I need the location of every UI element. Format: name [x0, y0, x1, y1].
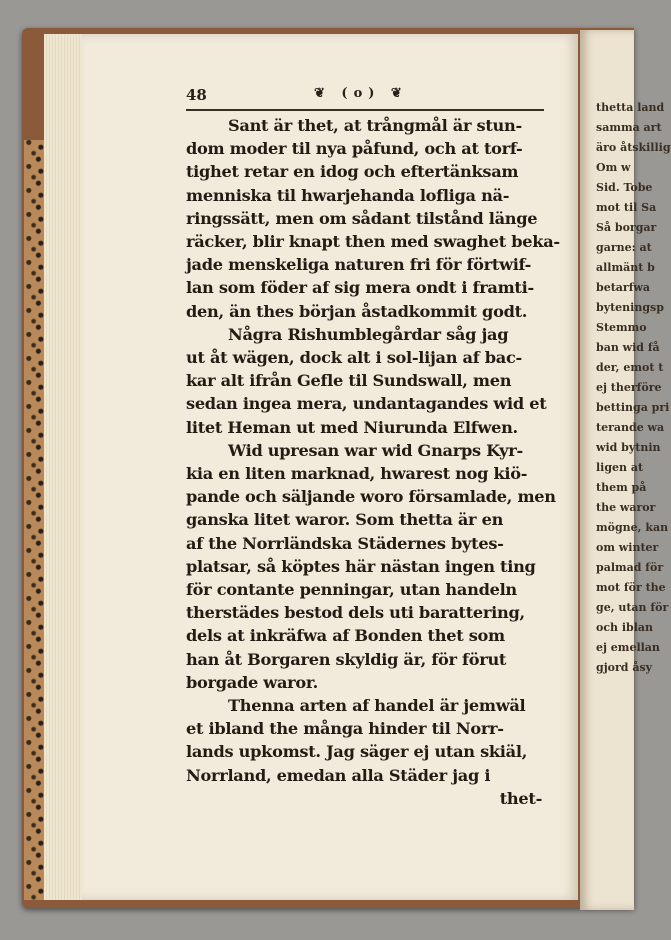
text-line: platsar, så köptes här nästan ingen ting	[186, 556, 536, 576]
text-line: et ibland the många hinder til Norr-	[186, 719, 504, 739]
text-line: Wid upresan war wid Gnarps Kyr-	[228, 440, 523, 460]
header-rule	[186, 109, 544, 111]
page-number: 48	[186, 86, 207, 104]
text-line: kar alt ifrån Gefle til Sundswall, men	[186, 371, 512, 391]
page-edges	[44, 34, 84, 900]
facing-text-line: Sid. Tobe	[596, 181, 653, 194]
facing-text-line: wid bytnin	[596, 441, 661, 454]
facing-text-line: Stemmo	[596, 321, 647, 334]
facing-text-line: der, emot t	[596, 361, 664, 374]
text-line: räcker, blir knapt then med swaghet beka-	[186, 232, 560, 252]
text-line: therstädes bestod dels uti barattering,	[186, 603, 525, 623]
facing-text-line: mot til Sa	[596, 201, 657, 214]
facing-page	[580, 30, 671, 910]
text-line: Norrland, emedan alla Städer jag i	[186, 765, 491, 785]
text-line: Thenna arten af handel är jemwäl	[228, 696, 526, 716]
text-line: ringssätt, men om sådant tilstånd länge	[186, 208, 538, 228]
text-line: litet Heman ut med Niurunda Elfwen.	[186, 417, 518, 437]
facing-page-text	[580, 98, 671, 678]
text-line: Sant är thet, at trångmål är stun-	[228, 116, 522, 135]
facing-text-line: thetta land	[596, 101, 665, 114]
facing-text-line: garne: at	[596, 241, 652, 254]
facing-text-line: the waror	[596, 501, 656, 514]
text-line: menniska til hwarjehanda lofliga nä-	[186, 185, 510, 205]
text-line: pande och säljande woro församlade, men	[186, 487, 556, 507]
facing-text-line: gjord åsy	[596, 661, 653, 674]
facing-text-line: allmänt b	[596, 261, 655, 274]
facing-text-line: bettinga pri	[596, 401, 670, 414]
facing-text-line: ej emellan	[596, 641, 660, 654]
facing-text-line: ligen at	[596, 461, 644, 474]
text-line: ganska litet waror. Som thetta är en	[186, 510, 504, 530]
text-line: ut åt wägen, dock alt i sol-lijan af bac-	[186, 348, 522, 368]
facing-text-line: Så borgar	[596, 221, 657, 234]
text-line: af the Norrländska Städernes bytes-	[186, 533, 504, 553]
facing-text-line: mot för the	[596, 581, 666, 594]
text-line: den, än thes början åstadkommit godt.	[186, 301, 528, 321]
text-line: jade menskeliga naturen fri för förtwif-	[186, 255, 532, 275]
facing-text-line: samma art	[596, 121, 662, 134]
text-line: för contante penningar, utan handeln	[186, 580, 517, 600]
text-line: Några Rishumblegårdar såg jag	[228, 324, 509, 344]
text-line: dels at inkräfwa af Bonden thet som	[186, 626, 505, 646]
facing-text-line: byteningsp	[596, 301, 664, 314]
facing-text-line: palmad för	[596, 561, 664, 574]
facing-text-line: them på	[596, 481, 647, 494]
facing-text-line: Om w	[596, 161, 631, 174]
page-header	[186, 86, 546, 108]
header-ornament: ❦ (o) ❦	[314, 86, 408, 101]
text-line: lan som föder af sig mera ondt i framti-	[186, 278, 534, 298]
facing-text-line: ge, utan för	[596, 601, 669, 614]
facing-text-line: mögne, kan	[596, 521, 669, 534]
text-line: kia en liten marknad, hwarest nog kiö-	[186, 464, 528, 484]
text-line: borgade waror.	[186, 672, 318, 692]
catchword: thet-	[499, 788, 542, 808]
text-line: han åt Borgaren skyldig är, för förut	[186, 649, 507, 669]
facing-text-line: ban wid få	[596, 341, 660, 354]
facing-text-line: ej therföre	[596, 381, 662, 394]
text-line: sedan ingea mera, undantagandes wid et	[186, 394, 547, 414]
text-line: lands upkomst. Jag säger ej utan skiäl,	[186, 742, 528, 762]
facing-text-line: terande wa	[596, 421, 665, 434]
facing-text-line: äro åtskillig	[596, 141, 671, 154]
facing-text-line: och iblan	[596, 621, 654, 634]
page-body-text	[186, 114, 560, 810]
text-line: dom moder til nya påfund, och at torf-	[186, 139, 523, 159]
facing-text-line: om winter	[596, 541, 659, 554]
text-line: tighet retar en idog och eftertänksam	[186, 162, 519, 182]
facing-text-line: betarfwa	[596, 281, 651, 294]
